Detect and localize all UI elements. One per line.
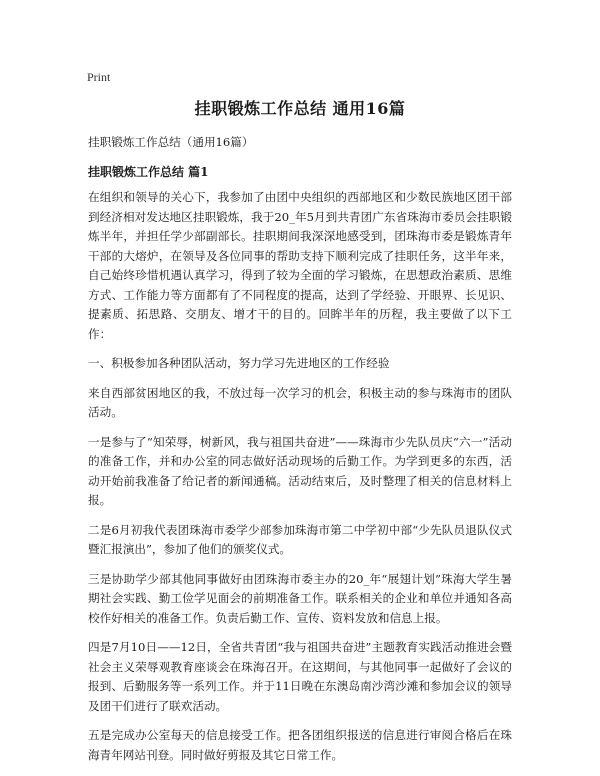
section-heading: 挂职锻炼工作总结 篇1 — [88, 164, 209, 179]
paragraph: 一是参与了“知荣辱，树新风，我与祖国共奋进”——珠海市少先队员庆“六一”活动的准备工作，并和办公室的同志做好活动现场的后勤工作。为学到更多的东西，活动开始前我准备了给记者的新闻通稿。活动结束后，及时整理了相关的信息材料上报。 — [88, 434, 512, 507]
paragraph-heading-1: 一、积极参加各种团队活动，努力学习先进地区的工作经验 — [88, 356, 390, 370]
paragraph: 来自西部贫困地区的我，不放过每一次学习的机会，积极主动的参与珠海市的团队活动。 — [88, 385, 512, 419]
paragraph-intro: 在组织和领导的关心下，我参加了由团中央组织的西部地区和少数民族地区团干部到经济相对发达地区挂职锻炼，我于20_年5月到共青团广东省珠海市委员会挂职锻炼半年，并担任学少部副部长。挂职期间我深深地感受到，团珠海市委是锻炼青年干部的大熔炉，在领导及各位同事的帮助支持下顺利完成了挂职任务，这半年来，自己始终珍惜机遇认真学习，得到了较为全面的学习锻炼，在思想政治素质、思维方式、工作能力等方面都有了不同程度的提高，达到了学经验、开眼界、长见识、提素质、拓思路、交朋友、增才干的目的。回眸半年的历程，我主要做了以下工作： — [88, 190, 512, 341]
paragraph: 四是7月10日——12日，全省共青团“我与祖国共奋进”主题教育实践活动推进会暨社会主义荣辱观教育座谈会在珠海召开。在这期间，与其他同事一起做好了会议的报到、后勤服务等一系列工作。并于11日晚在东澳岛南沙湾沙滩和参加会议的领导及团干们进行了联欢活动。 — [88, 640, 512, 713]
paragraph: 五是完成办公室每天的信息接受工作。把各团组织报送的信息进行审阅合格后在珠海青年网站刊登。同时做好剪报及其它日常工作。 — [88, 728, 512, 762]
document-body — [88, 133, 512, 775]
print-label[interactable]: Print — [87, 70, 111, 84]
document-subtitle: 挂职锻炼工作总结（通用16篇） — [88, 135, 254, 149]
document-title: 挂职锻炼工作总结 通用16篇 — [194, 99, 406, 118]
paragraph: 三是协助学少部其他同事做好由团珠海市委主办的20_年“展翅计划”珠海大学生暑期社会实践、勤工俭学见面会的前期准备工作。联系相关的企业和单位并通知各高校作好相关的准备工作。负责后勤工作、宣传、资料发放和信息上报。 — [88, 571, 512, 625]
paragraph: 二是6月初我代表团珠海市委学少部参加珠海市第二中学初中部“少先队员退队仪式暨汇报演出”，参加了他们的颁奖仪式。 — [88, 522, 512, 556]
